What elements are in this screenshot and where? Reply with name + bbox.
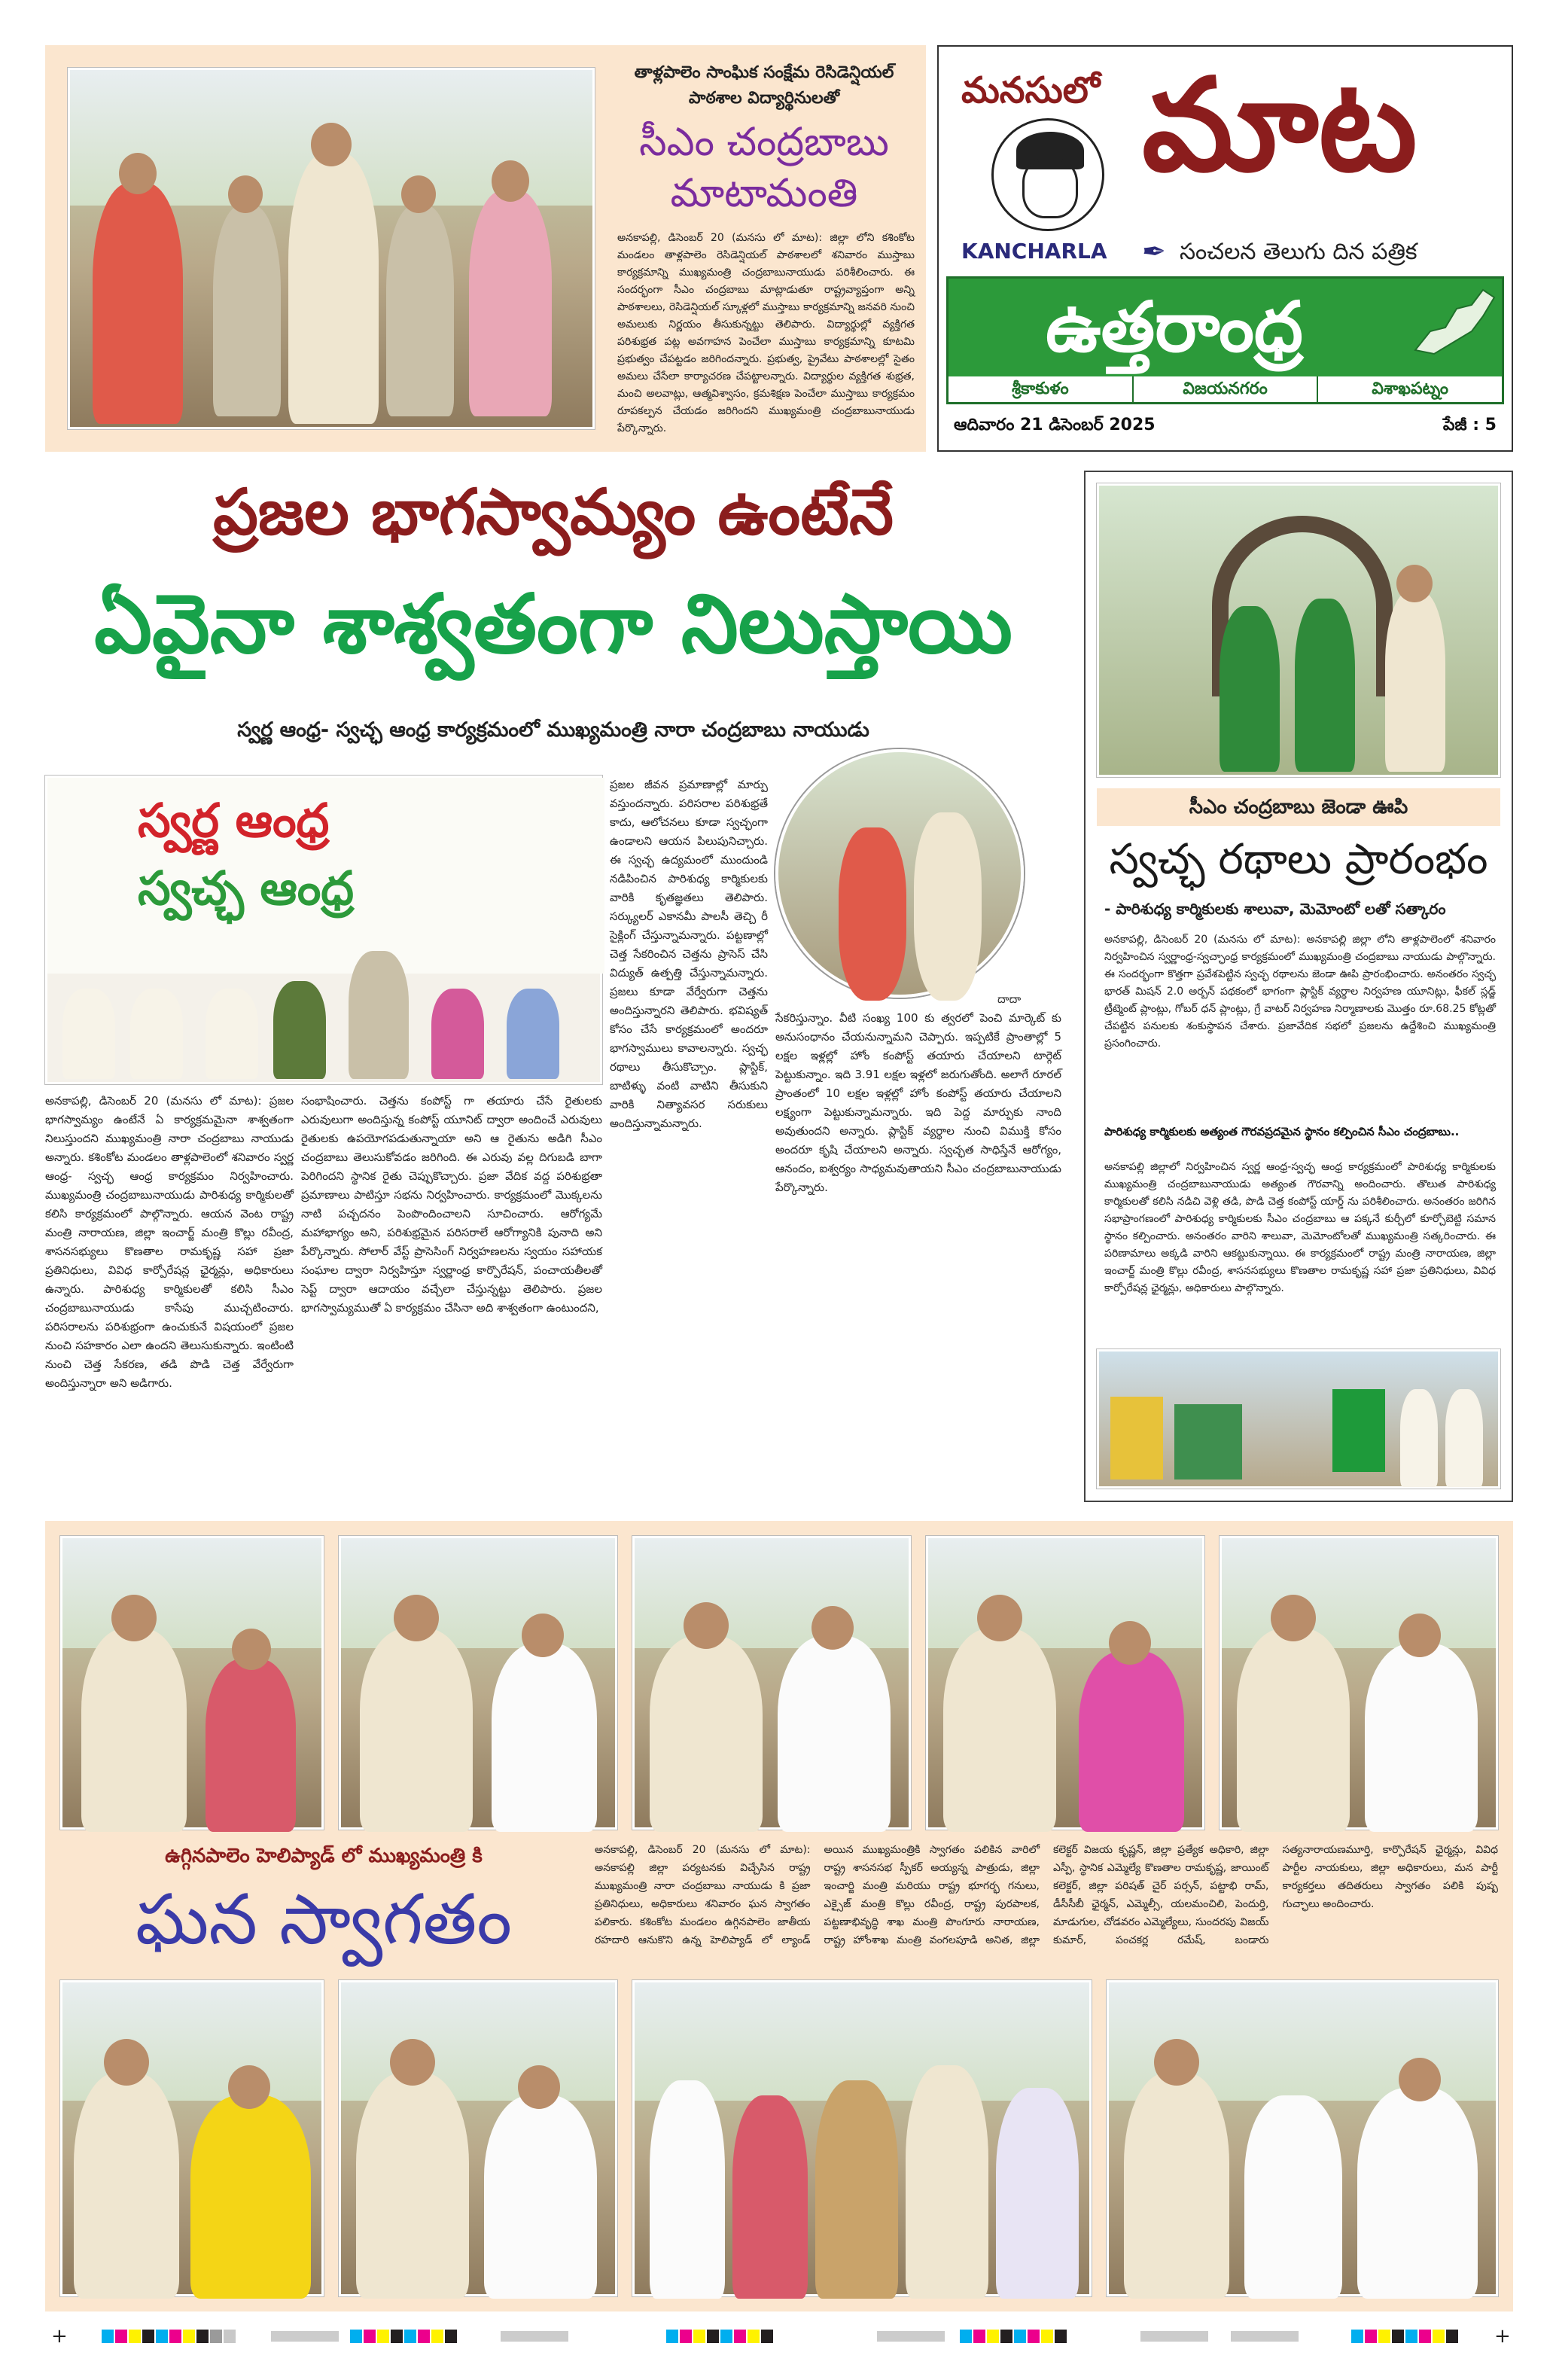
masthead-title: మాట [1142,51,1417,200]
stage-banner [47,778,604,974]
district-visakhapatnam: విశాఖపట్నం [1372,379,1449,398]
founder-portrait [991,118,1104,231]
district-srikakulam: శ్రీకాకుళం [949,376,1134,402]
side-kicker [1097,788,1500,826]
headline-line-2: మాటామంతి [670,171,858,216]
welcome-photo-3 [632,1536,911,1830]
bottom-body: అనకాపల్లి, డిసెంబర్ 20 (మనసు లో మాట): అనకాపల్లి జిల్లా పర్యటనకు విచ్చేసిన రాష్ట్ర ముఖ్యమంత్రి నారా చంద్రబాబు నాయుడు కి ప్రజా ప్రతినిధులు, అధికారులు శనివారం ఘన స్వాగతం పలికారు. కశింకోట మండలం ఉగ్గినపాలెం జాతీయ రహదారి ఆనుకొని ఉన్న హెలిప్యాడ్ లో ల్యాండ్ అయిన ముఖ్యమంత్రికి స్వాగతం పలికిన వారిలో రాష్ట్ర శాసనసభ స్పీకర్ అయ్యన్న పాత్రుడు, జిల్లా ఇంచార్జి మంత్రి మరియు రాష్ట్ర భూగర్భ గనులు, ఎక్సైజ్ మంత్రి కొల్లు రవీంద్ర, రాష్ట్ర పురపాలక, పట్టణాభివృద్ధి శాఖ మంత్రి పొంగూరు నారాయణ, రాష్ట్ర హోంశాఖ మంత్రి వంగలపూడి అనిత, జిల్లా కలెక్టర్ విజయ కృష్ణన్, జిల్లా ప్రత్యేక అధికారి, జిల్లా ఎస్పీ, స్థానిక ఎమ్మెల్యే కొణతాల రామకృష్ణ, జాయింట్ కలెక్టర్, జిల్లా పరిషత్ చైర్ పర్సన్, పట్టాభి రామ్, డీసీసీబీ ఛైర్మన్, ఎమ్మెల్సీ, యలమంచిలి, పెందుర్తి, మాడుగుల, చోడవరం ఎమ్మెల్యేలు, సుందరపు విజయ్ కుమార్, పంచకర్ల రమేష్, బండారు సత్యనారాయణమూర్తి, కార్పొరేషన్ ఛైర్మన్లు, వివిధ పార్టీల నాయకులు, జిల్లా అధికారులు, మన పార్టీ కార్యకర్తలు తదితరులు స్వాగతం పలికి పుష్ప గుచ్ఛాలు అందించారు. [595,1844,1498,1946]
welcome-photo-8 [632,1980,1092,2296]
masthead-tag-small: మనసులో [961,69,1101,111]
bottom-section [45,1521,1513,2311]
top-story-box [45,45,926,452]
masthead [937,45,1513,452]
registration-mark-left: + [51,2325,68,2348]
lead-headline-2: ఏవైనా శాశ్వతంగా నిలుస్తాయి [94,577,1012,672]
lead-col-4: సేకరిస్తున్నాం. వీటి సంఖ్య 100 కు త్వరలో పెంచి మార్కెట్ కు అనుసంధానం చేయనున్నామని చెప్పారు. ఇప్పటికే ప్రాంతాల్లో 5 లక్షల ఇళ్లల్లో హోం కంపోస్ట్ తయారు చేయాలని టార్గెట్ పెట్టుకున్నాం. ఇది 3.91 లక్షల ఇళ్లలో జరుగుతోంది. అలాగే రూరల్ ప్రాంతంలో 10 లక్షల ఇళ్లల్లో హోం కంపోస్ట్ తయారు చేయాలని లక్ష్యంగా పెట్టుకున్నామన్నారు. ఇది పెద్ద మార్పుకు నాంది అవుతుందని అన్నారు. ప్లాస్టిక్ వ్యర్థాల నుంచి విముక్తి కోసం అందరూ కృషి చేయాలని అన్నారు. స్వచ్ఛత సాధిస్తేనే ఆరోగ్యం, ఆనందం, ఐశ్వర్యం సాధ్యమవుతాయని సీఎం చంద్రబాబునాయుడు పేర్కొన్నారు. [775,1011,1061,1194]
welcome-photo-5 [1220,1536,1498,1830]
welcome-photo-4 [926,1536,1204,1830]
district-vizianagaram: విజయనగరం [1134,376,1319,402]
lead-headline-1: ప్రజల భాగస్వామ్యం ఉంటేనే [213,475,894,549]
bottom-headline: ఘన స్వాగతం [135,1879,512,1960]
side-bold-line: పారిశుధ్య కార్మికులకు అత్యంత గౌరవప్రదమైన స్థానం కల్పించిన సీఎం చంద్రబాబు.. [1104,1125,1460,1138]
region-map-icon [1400,279,1502,376]
lead-col-3b [610,1092,768,1498]
lead-subhead: స్వర్ణ ఆంధ్ర- స్వచ్ఛ ఆంధ్ర కార్యక్రమంలో ముఖ్యమంత్రి నారా చంద్రబాబు నాయుడు [237,718,869,742]
banner-line-1: స్వర్ణ ఆంధ్ర [138,793,330,848]
page-number: పేజీ : 5 [1442,416,1497,434]
color-strip [102,2330,1479,2343]
side-body-2: అనకాపల్లి జిల్లాలో నిర్వహించిన స్వర్ణ ఆంధ్ర-స్వచ్ఛ ఆంధ్ర కార్యక్రమంలో పారిశుధ్య కార్మికులకు ముఖ్యమంత్రి చంద్రబాబునాయుడు అత్యంత గౌరవాన్ని అందించారు. తొలుత పారిశుధ్య కార్మికులతో కలిసి నడిచి వెళ్లి తడి, పొడి చెత్త కంపోస్ట్ యార్డ్ ను పరిశీలించారు. అనంతరం జరిగిన సభాప్రాంగణంలో పారిశుధ్య కార్మికులకు సీఎం చంద్రబాబు ఆ పక్కనే కుర్చీలో కూర్చోబెట్టి సమాన స్థానం కల్పించారు. అనంతరం వారిని శాలువా, మెమోంటోలతో ముఖ్యమంత్రి సత్కరించారు. ఈ పరిణామాలు అక్కడి వారిని ఆకట్టుకున్నాయి. ఈ కార్యక్రమంలో రాష్ట్ర మంత్రి నారాయణ, జిల్లా ఇంచార్జ్ మంత్రి కొల్లు రవీంద్ర, శాసనసభ్యులు కొణతాల రామకృష్ణ సహా ప్రజా ప్రతినిధులు, వివిధ కార్పోరేషన్ల ఛైర్మన్లు, అధికారులు పాల్గొన్నారు. [1104,1161,1496,1294]
lead-col-3: ప్రజల జీవన ప్రమాణాల్లో మార్పు వస్తుందన్నారు. పరిసరాల పరిశుభ్రతే కాదు, ఆలోచనలు కూడా స్వచ్ఛంగా ఉండాలని ఆయన పిలుపునిచ్చారు. ఈ స్వచ్ఛ ఉద్యమంలో ముందుండి నడిపించిన పారిశుధ్య కార్మికులకు వారికి కృతజ్ఞతలు తెలిపారు. సర్క్యులర్ ఎకానమీ పాలసీ తెచ్చి రీ సైక్లింగ్ చేస్తున్నామన్నారు. పట్టణాల్లో చెత్త సేకరించిన చెత్తను ప్రాసెస్ చేసి విద్యుత్ ఉత్పత్తి చేస్తున్నామన్నారు. ప్రజలు కూడా వేర్వేరుగా చెత్తను అందిస్తున్నారని తెలిపారు. భవిష్యత్ కోసం చేసే కార్యక్రమంలో అందరూ భాగస్వాములు కావాలన్నారు. స్వచ్ఛ రథాలు తీసుకొచ్చాం. ప్లాస్టిక్, బాటిళ్ళు వంటి వాటిని తీసుకుని వారికి నిత్యావసర సరుకులు అందిస్తున్నామన్నారు. [610,778,768,1130]
cleaners-photo [1097,483,1500,777]
side-body: అనకాపల్లి, డిసెంబర్ 20 (మనసు లో మాట): అనకాపల్లి జిల్లా లోని తాళ్లపాలెంలో శనివారం నిర్వహించిన స్వర్ణాంధ్ర-స్వచ్ఛాంధ్ర కార్యక్రమంలో ముఖ్యమంత్రి చంద్రబాబు నాయుడు పాల్గొన్నారు. ఈ సందర్భంగా కొత్తగా ప్రవేశపెట్టిన స్వచ్ఛ రథాలను జెండా ఊపి ప్రారంభించారు. అనంతరం స్వచ్ఛ భారత్ మిషన్ 2.0 అర్బన్ పథకంలో భాగంగా ప్లాస్టిక్ వ్యర్థాల నిర్వహణ యూనిట్లు, ఫీకల్ స్లడ్జ్ ట్రీట్మెంట్ ప్లాంట్లు, గోబర్ ధన్ ప్లాంట్లు, గ్రే వాటర్ నిర్వహణ నిర్మాణాలకు మొత్తం రూ.68.25 కోట్లతో చేపట్టిన పనులకు శంకుస్థాపన చేశారు. ప్రజావేదిక సభలో ప్రజలను ఉద్దేశించి ముఖ్యమంత్రి ప్రసంగించారు. [1104,934,1496,1050]
top-story-body: అనకాపల్లి, డిసెంబర్ 20 (మనసు లో మాట): జిల్లా లోని కశింకోట మండలం తాళ్లపాలెం రెసిడెన్షియల్ పాఠశాలలో శనివారం ముస్తాబు కార్యక్రమాన్ని ముఖ్యమంత్రి చంద్రబాబునాయుడు పరిశీలించారు. ఈ సందర్భంగా సీఎం చంద్రబాబు మాట్లాడుతూ రాష్ట్రవ్యాప్తంగా అన్ని పాఠశాలలు, రెసిడెన్షియల్ స్కూళ్లలో ముస్తాబు కార్యక్రమాన్ని జనవరి నుంచి అమలుకు నిర్ణయం తీసుకున్నట్టు తెలిపారు. విద్యార్థుల్లో వ్యక్తిగత పరిశుభ్రత పట్ల అవగాహన పెంచేలా ముస్తాబు కార్యక్రమాన్ని కూటమి ప్రభుత్వం చేపట్టడం జరిగిందన్నారు. ప్రభుత్వ, ప్రైవేటు పాఠశాలల్లో సైతం అమలు చేసేలా కార్యాచరణ చేపట్టాలన్నారు. విద్యార్థుల వ్యక్తిగత శుభ్రత, మంచి అలవాట్లు, ఆత్మవిశ్వాసం, క్రమశిక్షణ పెంచేలా ముస్తాబు కార్యక్రమం రూపకల్పన చేయడం జరిగిందని ముఖ్యమంత్రి చంద్రబాబునాయుడు పేర్కొన్నారు. [617,232,915,434]
kicker-line-1: తాళ్లపాలెం సాంఘిక సంక్షేమ రెసిడెన్షియల్ [634,63,894,82]
welcome-photo-7 [339,1980,617,2296]
masthead-tagline: సంచలన తెలుగు దిన పత్రిక [1180,239,1417,265]
welcome-photo-2 [339,1536,617,1830]
kicker-line-2: పాఠశాల విద్యార్థినులతో [688,89,840,108]
registration-mark-right: + [1494,2325,1511,2348]
headline-line-1: సీఎం చంద్రబాబు [639,120,889,165]
welcome-photo-6 [60,1980,324,2296]
side-kicker-text: సీఎం చంద్రబాబు జెండా ఊపి [1189,796,1408,818]
lead-col-2: సంభాషించారు. చెత్తను కంపోస్ట్ గా తయారు చేసే రైతులకు ఎరువులుగా అందిస్తున్న కంపోస్ట్ యూనిట్ ద్వారా అందించే ఎరువులు రైతులకు ఉపయోగపడుతున్నాయా అని ఆ రైతును అడిగి సీఎం చంద్రబాబు తెలుసుకోవడం జరిగింది. ఈ ఎరువు వల్ల దిగుబడి బాగా పెరిగిందని స్థానిక రైతు చెప్పుకొచ్చారు. ప్రజా వేదిక వద్ద పరిశుభ్రతా ప్రమాణాలు పాటిస్తూ సభను నిర్వహించారు. కార్యక్రమంలో మొక్కలను నాటి పచ్చదనం పెంపొందించాలని సూచించారు. ఆరోగ్యమే మహాభాగ్యం అని, పరిశుభ్రమైన పరిసరాలే ఆరోగ్యానికి పునాది అని పేర్కొన్నారు. సోలార్ వేస్ట్ ప్రాసెసింగ్ నిర్వహణలను స్వయం సహాయక సంఘాల ద్వారా నిర్వహిస్తూ స్వర్ణాంధ్ర కార్పొరేషన్, పంచాయతీలతో సెప్ట్ ద్వారా ఆదాయం వచ్చేలా చేస్తున్నట్టు తెలిపారు. ప్రజల భాగస్వామ్యముతో ఏ కార్యక్రమం చేసినా అది శాశ్వతంగా ఉంటుందని, [301,1094,602,1315]
district-row [949,376,1502,402]
banner-line-2: స్వచ్ఛ ఆంధ్ర [138,861,355,916]
flag-off-photo [1097,1349,1500,1489]
bottom-kicker: ఉగ్గినపాలెం హెలిప్యాడ్ లో ముఖ్యమంత్రి కి [165,1845,483,1867]
masthead-brand: KANCHARLA [961,239,1107,264]
edition-title: ఉత్తరాంధ్ర [949,279,1400,376]
stage-photo [45,776,602,1084]
issue-date: ఆదివారం 21 డిసెంబర్ 2025 [954,416,1156,434]
top-story-kicker [617,60,911,111]
inset-photo-caption: దాదా [997,992,1022,1006]
students-photo [68,68,595,429]
welcome-photo-9 [1107,1980,1498,2296]
lead-col-1: అనకాపల్లి, డిసెంబర్ 20 (మనసు లో మాట): ప్రజల భాగస్వామ్యం ఉంటేనే ఏ కార్యక్రమమైనా శాశ్వతంగా నిలుస్తుందని ముఖ్యమంత్రి నారా చంద్రబాబు నాయుడు అన్నారు. కశింకోట మండలం తాళ్లపాలెంలో శనివారం స్వర్ణ ఆంధ్ర- స్వచ్ఛ ఆంధ్ర కార్యక్రమం నిర్వహించారు. ముఖ్యమంత్రి చంద్రబాబునాయుడు పారిశుధ్య కార్మికులతో కలిసి కార్యక్రమంలో పాల్గొన్నారు. ఆయన వెంట రాష్ట్ర మంత్రి నారాయణ, జిల్లా ఇంచార్జ్ మంత్రి కొల్లు రవీంద్ర, శాసనసభ్యులు కొణతాల రామకృష్ణ సహా ప్రజా ప్రతినిధులు, వివిధ కార్పోరేషన్ల ఛైర్మన్లు, అధికారులు ఉన్నారు. పారిశుధ్య కార్మికులతో కలిసి సీఎం చంద్రబాబునాయుడు కాసేపు ముచ్చటించారు. పరిసరాలను పరిశుభ్రంగా ఉంచుకునే విషయంలో ప్రజల నుంచి సహకారం ఎలా ఉందని తెలుసుకున్నారు. ఇంటింటి నుంచి చెత్త సేకరణ, తడి పొడి చెత్త వేర్వేరుగా అందిస్తున్నారా అని అడిగారు. [45,1094,294,1390]
edition-band [946,276,1504,404]
side-subhead: - పారిశుధ్య కార్మికులకు శాలువా, మెమోంటో లతో సత్కారం [1104,900,1446,918]
pen-nib-icon: ✒ [1142,235,1166,268]
side-story-box [1084,471,1513,1502]
inset-photo-circle [775,749,1024,998]
welcome-photo-1 [60,1536,324,1830]
side-headline: స్వచ్ఛ రథాలు ప్రారంభం [1109,835,1488,884]
top-story-headline [617,117,911,219]
